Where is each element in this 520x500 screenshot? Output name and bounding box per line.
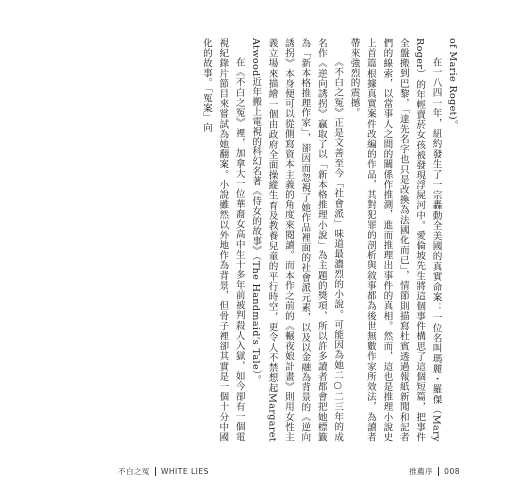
body-text [50,38,460,442]
footer-book-title [118,466,209,477]
paragraph-4: 在《不白之冤》裡，加拿大一位華裔女高中生十多年前被判殺人入獄，如今卻有一個電視紀錄片節目來嘗試為她翻案。小說雖然以外地作為背景，但骨子裡卻其實是一個十分中國化的故事。「冤案」向 [200,38,245,442]
book-title-en: WHITE LIES [161,467,209,476]
paragraph-2: 在一八四一年，紐約發生了一宗轟動全美國的真實命案：一位名叫瑪麗・羅傑（Mary Roger）的年輕賣菸女孩被發現浮屍河中。愛倫坡先生將這個事件構思了這個短篇，把事件全盤搬到巴黎，「達先名字也只是改換為法國化而已」，情節則描寫杜賓透過報紙新聞和記者們的線索，以當事人之間的關係作推測，進而推理出事件的真相。然而，這也是推理小說史上首篇根據真實案件改編的作品，其對犯罪的剖析與敘事都為後世無數作家所效法，為讀者帶來強烈的震撼。 [348,38,442,442]
section-label: 推薦序 [409,467,434,476]
page-number: 008 [444,467,460,476]
footer-separator [438,467,439,476]
footer-page-info [409,466,460,477]
footer-separator [155,467,156,476]
paragraph-1: of Marie Roget)。 [447,38,458,130]
book-title-zh: 不白之冤 [118,467,150,476]
paragraph-3: 《不白之冤》正是文善至今「社會派」味道最濃烈的小說。可能因為她二○二三年的成名作《逆向誘拐》贏取了以「新本格推理小說」為主題的獎項，所以許多讀者都會把她標籤為「新本格推理作家」，卻因而忽視了她作品裡面的社會派元素，以及以金融為背景的《逆向誘拐》本身便可以從側寫資本主義的角度來閱讀。而本作之前的《輾夜娘計畫》則用女性主義立場來描繪一個由政府全面操縱生育及教養兒童的平行時空，更令人不禁想起Margaret Atwood近年搬上電視的科幻名著《侍女的故事》（The Handmaid's Tale）。 [250,38,344,442]
